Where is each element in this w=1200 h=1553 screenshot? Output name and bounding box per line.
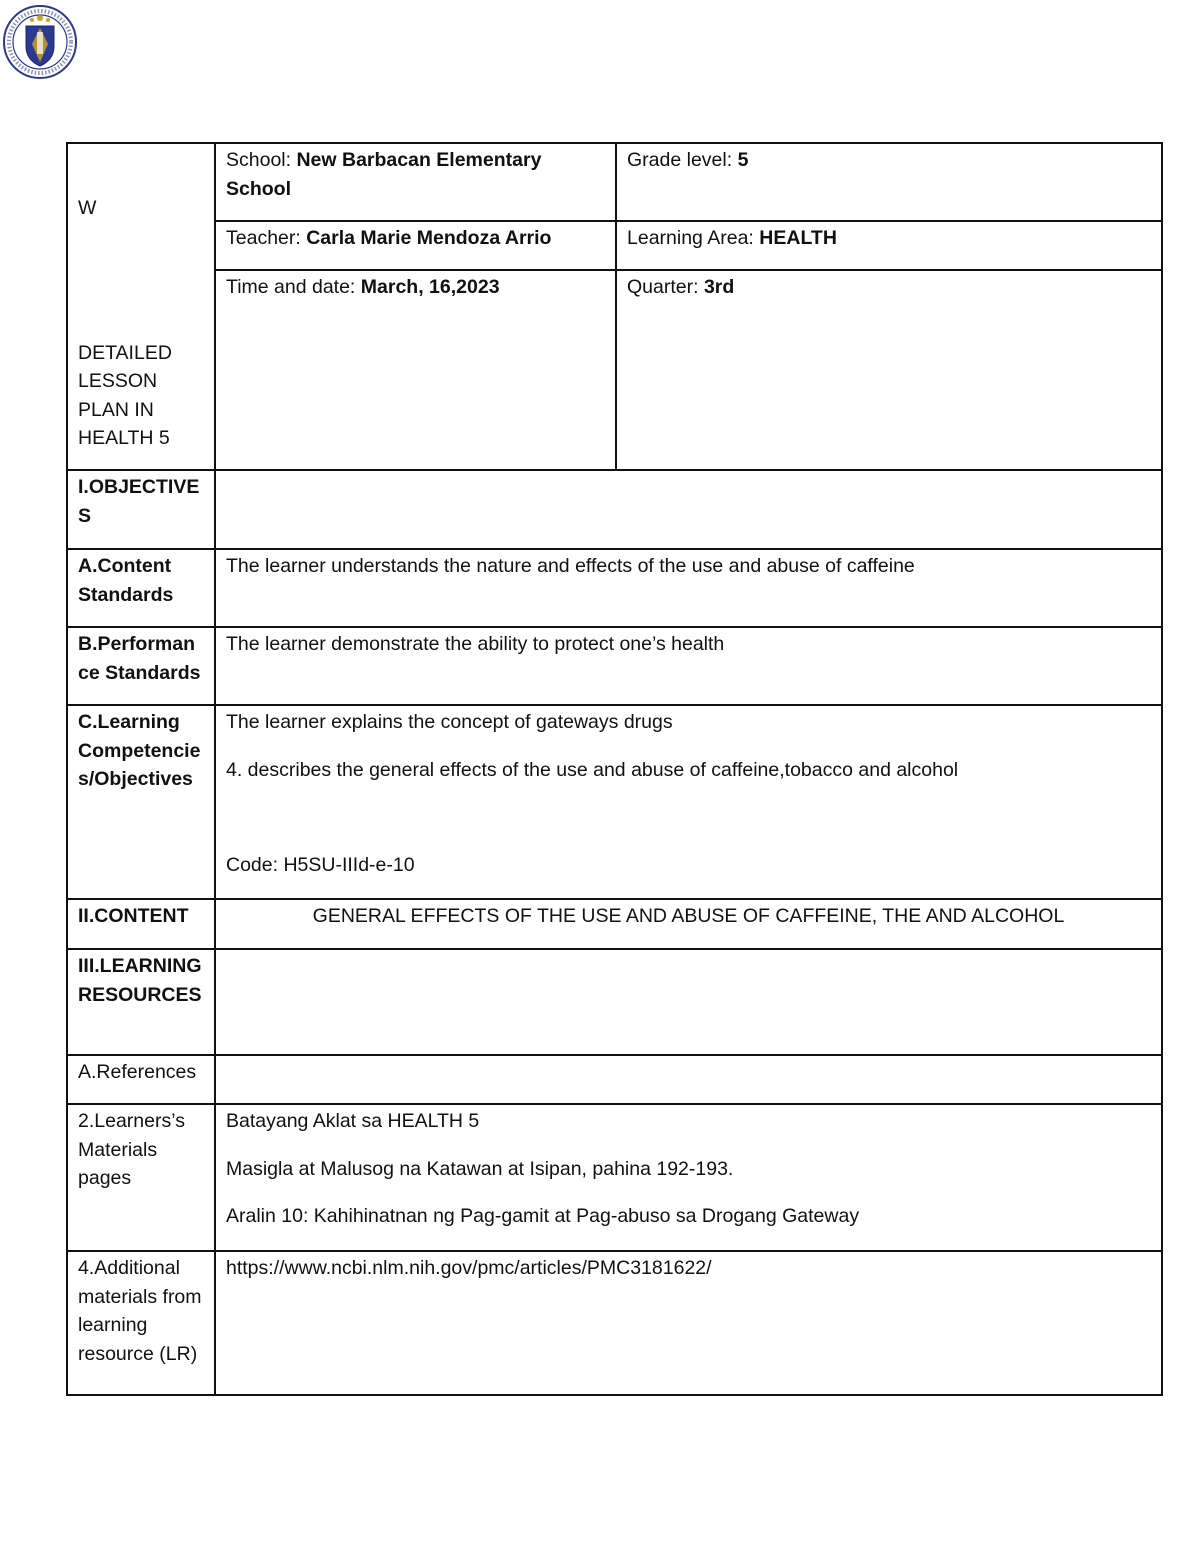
- school-value: New Barbacan Elementary School: [226, 149, 542, 200]
- lesson-plan-table: [66, 142, 1163, 1396]
- quarter-label: Quarter:: [627, 276, 699, 298]
- additional-materials-link[interactable]: https://www.ncbi.nlm.nih.gov/pmc/articles/PMC3181622/: [215, 1251, 1162, 1395]
- competencies-label: C.Learning Competencies/Objectives: [67, 705, 215, 899]
- competency-code: Code: H5SU-IIId-e-10: [226, 854, 415, 876]
- competency-line-2: 4. describes the general effects of the use and abuse of caffeine,tobacco and alcohol: [226, 758, 959, 781]
- content-label: II.CONTENT: [67, 899, 215, 949]
- references-value: [215, 1055, 1162, 1104]
- references-label: A.References: [67, 1055, 215, 1104]
- resources-label: III.LEARNING RESOURCES: [67, 949, 215, 1055]
- objectives-label: I.OBJECTIVES: [67, 470, 215, 549]
- materials-line-1: Batayang Aklat sa HEALTH 5: [226, 1110, 480, 1132]
- grade-value: 5: [737, 149, 749, 171]
- objectives-value: [215, 470, 1162, 549]
- additional-materials-label: 4.Additional materials from learning resource (LR): [67, 1251, 215, 1395]
- quarter-value: 3rd: [703, 276, 735, 298]
- learners-materials-cell: [215, 1104, 1162, 1251]
- area-value: HEALTH: [759, 227, 837, 249]
- performance-standards-label: B.Performance Standards: [67, 627, 215, 705]
- content-value: GENERAL EFFECTS OF THE USE AND ABUSE OF CAFFEINE, THE AND ALCOHOL: [215, 899, 1162, 949]
- content-standards-label: A.Content Standards: [67, 549, 215, 627]
- area-cell: [616, 221, 1162, 270]
- school-label: School:: [226, 149, 292, 171]
- quarter-cell: [616, 270, 1162, 470]
- deped-seal-icon: [2, 4, 78, 80]
- teacher-value: Carla Marie Mendoza Arrio: [306, 227, 552, 249]
- date-cell: [215, 270, 616, 470]
- title-cell: [67, 143, 215, 470]
- teacher-label: Teacher:: [226, 227, 301, 249]
- resources-value: [215, 949, 1162, 1055]
- grade-cell: [616, 143, 1162, 221]
- grade-label: Grade level:: [627, 149, 733, 171]
- teacher-cell: [215, 221, 616, 270]
- materials-line-2: Masigla at Malusog na Katawan at Isipan, pahina 192-193.: [226, 1157, 734, 1180]
- date-value: March, 16,2023: [360, 276, 500, 298]
- date-label: Time and date:: [226, 276, 356, 298]
- area-label: Learning Area:: [627, 227, 754, 249]
- learners-materials-label: 2.Learners’s Materials pages: [67, 1104, 215, 1251]
- school-cell: [215, 143, 616, 221]
- competencies-cell: [215, 705, 1162, 899]
- performance-standards-value: The learner demonstrate the ability to protect one’s health: [215, 627, 1162, 705]
- w-label: W: [78, 197, 97, 219]
- materials-line-3: Aralin 10: Kahihinatnan ng Pag-gamit at Pag-abuso sa Drogang Gateway: [226, 1205, 860, 1227]
- competency-line-1: The learner explains the concept of gateways drugs: [226, 711, 673, 733]
- page-title: DETAILED LESSON PLAN IN HEALTH 5: [78, 341, 172, 449]
- content-standards-value: The learner understands the nature and effects of the use and abuse of caffeine: [215, 549, 1162, 627]
